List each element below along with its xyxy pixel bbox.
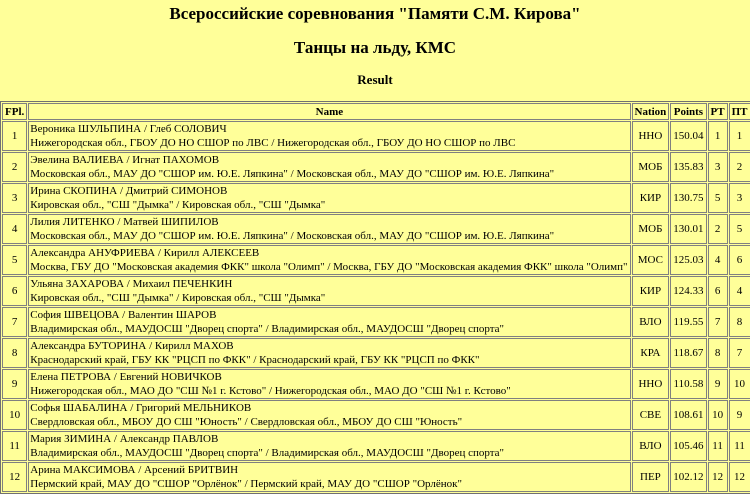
ft-cell: 7 xyxy=(729,338,750,368)
fpl-cell: 1 xyxy=(2,121,27,151)
fpl-cell: 6 xyxy=(2,276,27,306)
name-cell xyxy=(28,462,630,492)
col-name: Name xyxy=(28,103,630,120)
name-cell xyxy=(28,307,630,337)
name-cell xyxy=(28,121,630,151)
pt-cell: 5 xyxy=(708,183,728,213)
ft-cell: 10 xyxy=(729,369,750,399)
fpl-cell: 11 xyxy=(2,431,27,461)
nation-cell: ВЛО xyxy=(632,307,670,337)
pair-names: Вероника ШУЛЬПИНА / Глеб СОЛОВИЧ xyxy=(30,123,227,135)
pair-clubs: Владимирская обл., МАУДОСШ "Дворец спорта" / Владимирская обл., МАУДОСШ "Дворец спорта" xyxy=(30,447,505,459)
pair-clubs: Москва, ГБУ ДО "Московская академия ФКК" школа "Олимп" / Москва, ГБУ ДО "Московская академия ФКК" школа "Олимп" xyxy=(30,261,628,273)
ft-cell: 6 xyxy=(729,245,750,275)
nation-cell: КИР xyxy=(632,183,670,213)
col-ft: ПТ xyxy=(729,103,750,120)
name-cell xyxy=(28,214,630,244)
pt-cell: 7 xyxy=(708,307,728,337)
pt-cell: 11 xyxy=(708,431,728,461)
points-cell: 150.04 xyxy=(670,121,706,151)
ft-cell: 8 xyxy=(729,307,750,337)
fpl-cell: 8 xyxy=(2,338,27,368)
nation-cell: ННО xyxy=(632,121,670,151)
name-cell xyxy=(28,276,630,306)
pair-clubs: Кировская обл., "СШ "Дымка" / Кировская обл., "СШ "Дымка" xyxy=(30,292,326,304)
col-pt: PT xyxy=(708,103,728,120)
name-cell xyxy=(28,183,630,213)
pair-names: Ульяна ЗАХАРОВА / Михаил ПЕЧЕНКИН xyxy=(30,278,233,290)
table-header-row xyxy=(2,103,750,120)
pair-names: Елена ПЕТРОВА / Евгений НОВИЧКОВ xyxy=(30,371,222,383)
fpl-cell: 5 xyxy=(2,245,27,275)
section-title: Result xyxy=(357,72,393,87)
pair-names: Мария ЗИМИНА / Александр ПАВЛОВ xyxy=(30,433,219,445)
pt-cell: 9 xyxy=(708,369,728,399)
nation-cell: СВЕ xyxy=(632,400,670,430)
nation-cell: МОБ xyxy=(632,152,670,182)
points-cell: 119.55 xyxy=(670,307,706,337)
pair-names: Софья ШАБАЛИНА / Григорий МЕЛЬНИКОВ xyxy=(30,402,252,414)
pair-clubs: Владимирская обл., МАУДОСШ "Дворец спорта" / Владимирская обл., МАУДОСШ "Дворец спорта" xyxy=(30,323,505,335)
pair-clubs: Нижегородская обл., ГБОУ ДО НО СШОР по ЛВС / Нижегородская обл., ГБОУ ДО НО СШОР по ЛВС xyxy=(30,137,516,149)
ft-cell: 1 xyxy=(729,121,750,151)
points-cell: 105.46 xyxy=(670,431,706,461)
table-row xyxy=(2,183,750,213)
pt-cell: 2 xyxy=(708,214,728,244)
table-row xyxy=(2,400,750,430)
ft-cell: 11 xyxy=(729,431,750,461)
col-fpl: FPl. xyxy=(2,103,27,120)
pair-clubs: Московская обл., МАУ ДО "СШОР им. Ю.Е. Ляпкина" / Московская обл., МАУ ДО "СШОР им. Ю.Е. Ляпкина" xyxy=(30,168,555,180)
points-cell: 102.12 xyxy=(670,462,706,492)
results-table xyxy=(0,101,750,494)
nation-cell: МОБ xyxy=(632,214,670,244)
nation-cell: ННО xyxy=(632,369,670,399)
fpl-cell: 10 xyxy=(2,400,27,430)
pair-names: Ирина СКОПИНА / Дмитрий СИМОНОВ xyxy=(30,185,228,197)
pair-clubs: Свердловская обл., МБОУ ДО СШ "Юность" / Свердловская обл., МБОУ ДО СШ "Юность" xyxy=(30,416,463,428)
table-row xyxy=(2,152,750,182)
pt-cell: 4 xyxy=(708,245,728,275)
table-row xyxy=(2,338,750,368)
points-cell: 135.83 xyxy=(670,152,706,182)
fpl-cell: 9 xyxy=(2,369,27,399)
name-cell xyxy=(28,400,630,430)
pair-clubs: Нижегородская обл., МАО ДО "СШ №1 г. Кстово" / Нижегородская обл., МАО ДО "СШ №1 г. Кстово" xyxy=(30,385,511,397)
name-cell xyxy=(28,245,630,275)
name-cell xyxy=(28,152,630,182)
fpl-cell: 4 xyxy=(2,214,27,244)
col-points: Points xyxy=(670,103,706,120)
pt-cell: 8 xyxy=(708,338,728,368)
pt-cell: 10 xyxy=(708,400,728,430)
pair-clubs: Пермский край, МАУ ДО "СШОР "Орлёнок" / Пермский край, МАУ ДО "СШОР "Орлёнок" xyxy=(30,478,462,490)
table-row xyxy=(2,369,750,399)
points-cell: 125.03 xyxy=(670,245,706,275)
pair-names: Александра АНУФРИЕВА / Кирилл АЛЕКСЕЕВ xyxy=(30,247,260,259)
fpl-cell: 12 xyxy=(2,462,27,492)
table-row xyxy=(2,214,750,244)
name-cell xyxy=(28,338,630,368)
pt-cell: 3 xyxy=(708,152,728,182)
table-row xyxy=(2,245,750,275)
nation-cell: МОС xyxy=(632,245,670,275)
fpl-cell: 7 xyxy=(2,307,27,337)
table-row xyxy=(2,276,750,306)
points-cell: 124.33 xyxy=(670,276,706,306)
ft-cell: 4 xyxy=(729,276,750,306)
pair-clubs: Московская обл., МАУ ДО "СШОР им. Ю.Е. Ляпкина" / Московская обл., МАУ ДО "СШОР им. Ю.Е. Ляпкина" xyxy=(30,230,555,242)
pair-clubs: Краснодарский край, ГБУ КК "РЦСП по ФКК" / Краснодарский край, ГБУ КК "РЦСП по ФКК" xyxy=(30,354,480,366)
ft-cell: 9 xyxy=(729,400,750,430)
pair-clubs: Кировская обл., "СШ "Дымка" / Кировская обл., "СШ "Дымка" xyxy=(30,199,326,211)
pair-names: София ШВЕЦОВА / Валентин ШАРОВ xyxy=(30,309,217,321)
points-cell: 108.61 xyxy=(670,400,706,430)
table-row xyxy=(2,307,750,337)
fpl-cell: 2 xyxy=(2,152,27,182)
fpl-cell: 3 xyxy=(2,183,27,213)
nation-cell: КИР xyxy=(632,276,670,306)
pt-cell: 1 xyxy=(708,121,728,151)
pair-names: Арина МАКСИМОВА / Арсений БРИТВИН xyxy=(30,464,239,476)
pt-cell: 12 xyxy=(708,462,728,492)
points-cell: 110.58 xyxy=(670,369,706,399)
nation-cell: ПЕР xyxy=(632,462,670,492)
ft-cell: 5 xyxy=(729,214,750,244)
table-row xyxy=(2,121,750,151)
pair-names: Эвелина ВАЛИЕВА / Игнат ПАХОМОВ xyxy=(30,154,220,166)
name-cell xyxy=(28,431,630,461)
table-row xyxy=(2,431,750,461)
name-cell xyxy=(28,369,630,399)
event-title: Всероссийские соревнования "Памяти С.М. Кирова" xyxy=(169,4,581,23)
ft-cell: 2 xyxy=(729,152,750,182)
ft-cell: 3 xyxy=(729,183,750,213)
nation-cell: КРА xyxy=(632,338,670,368)
points-cell: 130.75 xyxy=(670,183,706,213)
col-nation: Nation xyxy=(632,103,670,120)
points-cell: 130.01 xyxy=(670,214,706,244)
pair-names: Александра БУТОРИНА / Кирилл МАХОВ xyxy=(30,340,234,352)
nation-cell: ВЛО xyxy=(632,431,670,461)
pair-names: Лилия ЛИТЕНКО / Матвей ШИПИЛОВ xyxy=(30,216,219,228)
category-title: Танцы на льду, КМС xyxy=(293,38,457,57)
ft-cell: 12 xyxy=(729,462,750,492)
table-row xyxy=(2,462,750,492)
pt-cell: 6 xyxy=(708,276,728,306)
points-cell: 118.67 xyxy=(670,338,706,368)
